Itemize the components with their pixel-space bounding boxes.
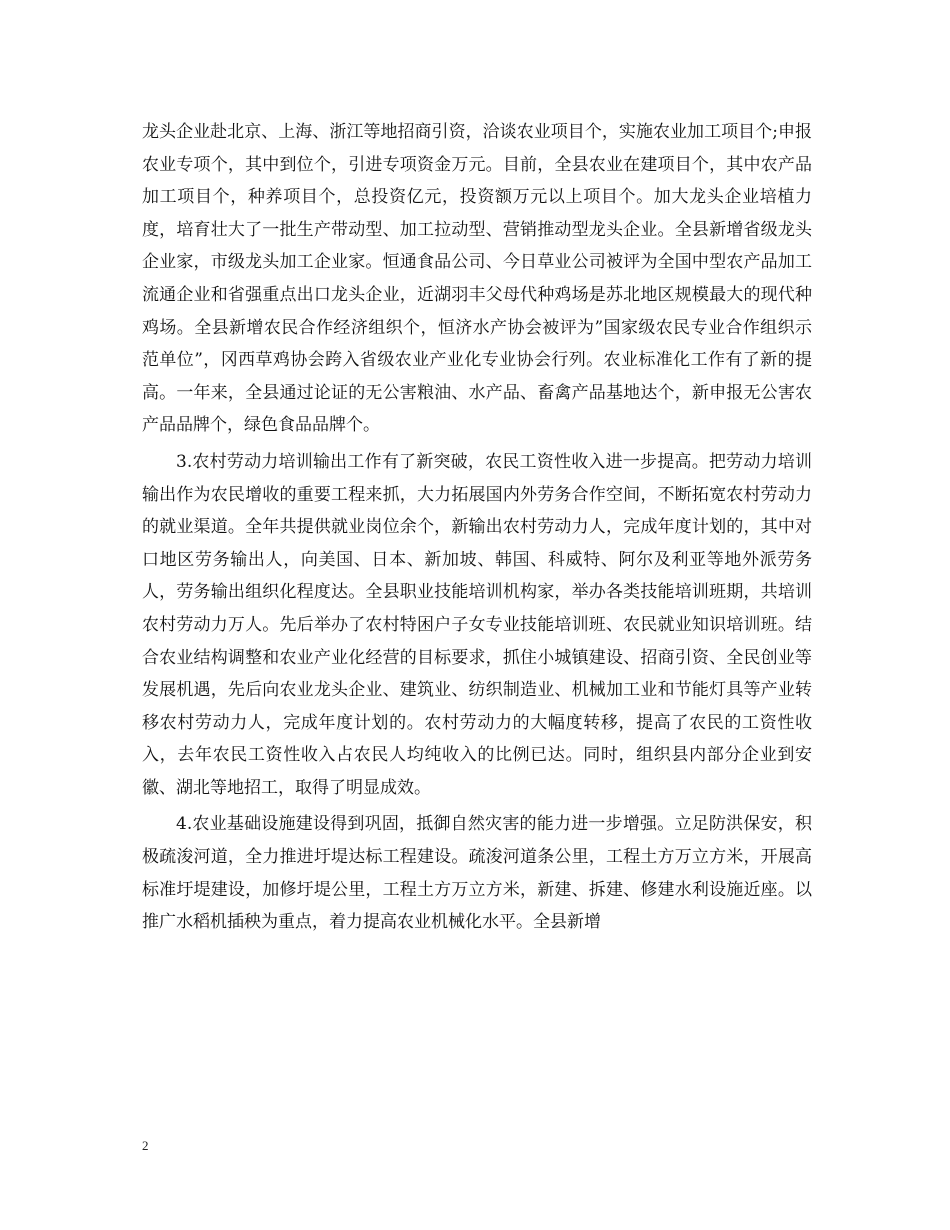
paragraph-1: 龙头企业赴北京、上海、浙江等地招商引资，洽谈农业项目个，实施农业加工项目个;申报农业专项个，其中到位个，引进专项资金万元。目前，全县农业在建项目个，其中农产品加工项目个，种养项目个，总投资亿元，投资额万元以上项目个。加大龙头企业培植力度，培育壮大了一批生产带动型、加工拉动型、营销推动型龙头企业。全县新增省级龙头企业家，市级龙头加工企业家。恒通食品公司、今日草业公司被评为全国中型农产品加工流通企业和省强重点出口龙头企业，近湖羽丰父母代种鸡场是苏北地区规模最大的现代种鸡场。全县新增农民合作经济组织个，恒济水产协会被评为”国家级农民专业合作组织示范单位”，冈西草鸡协会跨入省级农业产业化专业协会行列。农业标准化工作有了新的提高。一年来，全县通过论证的无公害粮油、水产品、畜禽产品基地达个，新申报无公害农产品品牌个，绿色食品品牌个。 — [142, 122, 812, 436]
paragraph-3: 4.农业基础设施建设得到巩固，抵御自然灾害的能力进一步增强。立足防洪保安，积极疏浚河道，全力推进圩堤达标工程建设。疏浚河道条公里，工程土方万立方米，开展高标准圩堤建设，加修圩堤公里，工程土方万立方米，新建、拆建、修建水利设施近座。以推广水稻机插秧为重点，着力提高农业机械化水平。全县新增 — [142, 814, 812, 933]
page-number: 2 — [142, 1138, 149, 1153]
document-body — [142, 116, 812, 939]
paragraph-2: 3.农村劳动力培训输出工作有了新突破，农民工资性收入进一步提高。把劳动力培训输出作为农民增收的重要工程来抓，大力拓展国内外劳务合作空间，不断拓宽农村劳动力的就业渠道。全年共提供就业岗位余个，新输出农村劳动力人，完成年度计划的，其中对口地区劳务输出人，向美国、日本、新加坡、韩国、科威特、阿尔及利亚等地外派劳务人，劳务输出组织化程度达。全县职业技能培训机构家，举办各类技能培训班期，共培训农村劳动力万人。先后举办了农村特困户子女专业技能培训班、农民就业知识培训班。结合农业结构调整和农业产业化经营的目标要求，抓住小城镇建设、招商引资、全民创业等发展机遇，先后向农业龙头企业、建筑业、纺织制造业、机械加工业和节能灯具等产业转移农村劳动力人，完成年度计划的。农村劳动力的大幅度转移，提高了农民的工资性收入，去年农民工资性收入占农民人均纯收入的比例已达。同时，组织县内部分企业到安徽、湖北等地招工，取得了明显成效。 — [142, 451, 812, 798]
